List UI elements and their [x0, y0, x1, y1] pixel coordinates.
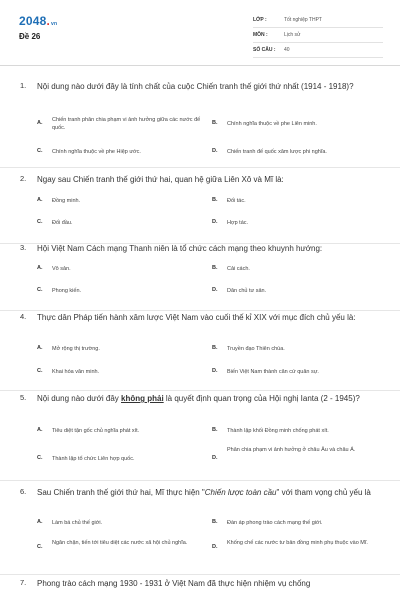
- option-letter: C.: [37, 219, 43, 225]
- option-text: Làm bá chủ thế giới.: [52, 520, 103, 526]
- question-number: 3.: [20, 243, 27, 252]
- option-text: Chính nghĩa thuộc về phe Hiệp ước.: [52, 149, 141, 155]
- option-text: Đồng minh.: [52, 198, 81, 204]
- question-1: [0, 81, 400, 168]
- question-text: Nội dung nào dưới đây là tính chất của cuộc Chiến tranh thế giới thứ nhất (1914 - 1918)?: [37, 82, 354, 91]
- question-text-before: Sau Chiến tranh thế giới thứ hai, Mĩ thực hiện ": [37, 488, 205, 497]
- meta-row-subject: [253, 28, 383, 43]
- question-number: 2.: [20, 174, 27, 183]
- option-text: Truyền đạo Thiên chúa.: [227, 346, 285, 352]
- question-text-before: Nội dung nào dưới đây: [37, 394, 121, 403]
- option-letter: A.: [37, 427, 43, 433]
- option-letter: A.: [37, 345, 43, 351]
- option-letter: B.: [212, 519, 218, 525]
- exam-code: Đề 26: [19, 32, 41, 41]
- option-text: Phân chia phạm vi ảnh hưởng ở châu Âu và châu Á.: [227, 447, 356, 453]
- site-logo[interactable]: [19, 14, 57, 28]
- question-text: [37, 487, 391, 498]
- question-text: Ngay sau Chiến tranh thế giới thứ hai, quan hệ giữa Liên Xô và Mĩ là:: [37, 175, 284, 184]
- option-text: Vô sản.: [52, 266, 71, 272]
- option-letter: A.: [37, 519, 43, 525]
- question-2: [0, 174, 400, 244]
- option-text: Hợp tác.: [227, 220, 249, 226]
- meta-label: LỚP :: [253, 17, 267, 23]
- option-letter: B.: [212, 265, 218, 271]
- meta-label: SỐ CÂU :: [253, 47, 276, 53]
- question-text-after: " với tham vọng chủ yếu là: [276, 488, 371, 497]
- exam-header: [0, 0, 400, 66]
- question-number: 4.: [20, 312, 27, 321]
- exam-meta: [253, 13, 383, 58]
- option-text: Tiêu diệt tận gốc chủ nghĩa phát xít.: [52, 428, 140, 434]
- question-7: [0, 578, 400, 600]
- option-letter: B.: [212, 345, 218, 351]
- question-text-emphasis: không phải: [121, 394, 164, 403]
- option-letter: D.: [212, 544, 218, 550]
- option-text: Chiến tranh đế quốc xâm lược phi nghĩa.: [227, 149, 327, 155]
- meta-label: MÔN :: [253, 32, 268, 38]
- question-text-emphasis: Chiến lược toàn cầu: [204, 488, 277, 497]
- question-number: 5.: [20, 393, 27, 402]
- logo-dot: .: [46, 14, 51, 28]
- option-text: Mở rộng thị trường.: [52, 346, 100, 352]
- option-text: Đối đầu.: [52, 220, 73, 226]
- option-text: Khống chế các nước tư bản đồng minh phụ thuộc vào Mĩ.: [227, 540, 368, 546]
- question-4: [0, 312, 400, 391]
- option-letter: D.: [212, 368, 218, 374]
- question-number: 7.: [20, 578, 27, 587]
- question-number: 6.: [20, 487, 27, 496]
- option-letter: C.: [37, 368, 43, 374]
- option-letter: B.: [212, 120, 218, 126]
- meta-row-class: [253, 13, 383, 28]
- question-text: Hội Việt Nam Cách mạng Thanh niên là tổ chức cách mạng theo khuynh hướng:: [37, 244, 323, 253]
- option-letter: A.: [37, 265, 43, 271]
- option-letter: D.: [212, 455, 218, 461]
- question-6: [0, 487, 400, 575]
- question-text: Thực dân Pháp tiến hành xâm lược Việt Nam vào cuối thế kỉ XIX với mục đích chủ yếu là:: [37, 313, 356, 322]
- option-letter: A.: [37, 197, 43, 203]
- meta-row-count: [253, 43, 383, 58]
- question-text: [37, 393, 391, 404]
- meta-value: Lịch sử: [284, 32, 301, 38]
- option-letter: C.: [37, 148, 43, 154]
- option-text: Dân chủ tư sản.: [227, 288, 267, 294]
- meta-value: Tốt nghiệp THPT: [284, 17, 322, 23]
- option-letter: C.: [37, 287, 43, 293]
- question-text-after: là quyết định quan trọng của Hội nghị Ianta (2 - 1945)?: [163, 394, 360, 403]
- question-text: Phong trào cách mạng 1930 - 1931 ở Việt Nam đã thực hiện nhiệm vụ chống: [37, 579, 311, 588]
- logo-sub: vn: [51, 21, 58, 27]
- option-text: Ngăn chặn, tiến tới tiêu diệt các nước xã hội chủ nghĩa.: [52, 540, 188, 546]
- option-text: Thành lập khối Đồng minh chống phát xít.: [227, 428, 329, 434]
- option-letter: A.: [37, 120, 43, 126]
- option-text: Khai hóa văn minh.: [52, 369, 100, 375]
- option-letter: C.: [37, 544, 43, 550]
- question-5: [0, 393, 400, 481]
- option-letter: D.: [212, 219, 218, 225]
- option-letter: C.: [37, 455, 43, 461]
- meta-value: 40: [284, 47, 290, 53]
- option-text: Chiến tranh phân chia phạm vi ảnh hưởng giữa các nước đế quốc.: [52, 117, 201, 131]
- option-text: Chính nghĩa thuộc về phe Liên minh.: [227, 121, 317, 127]
- option-letter: B.: [212, 427, 218, 433]
- option-text: Biến Việt Nam thành căn cứ quân sự.: [227, 369, 319, 375]
- question-3: [0, 243, 400, 311]
- question-number: 1.: [20, 81, 27, 90]
- option-letter: D.: [212, 287, 218, 293]
- option-text: Phong kiến.: [52, 288, 82, 294]
- option-text: Cải cách.: [227, 266, 250, 272]
- option-text: Đàn áp phong trào cách mạng thế giới.: [227, 520, 323, 526]
- option-letter: D.: [212, 148, 218, 154]
- option-letter: B.: [212, 197, 218, 203]
- option-text: Đối tác.: [227, 198, 246, 204]
- option-text: Thành lập tổ chức Liên hợp quốc.: [52, 456, 135, 462]
- logo-main: 2048: [19, 14, 47, 28]
